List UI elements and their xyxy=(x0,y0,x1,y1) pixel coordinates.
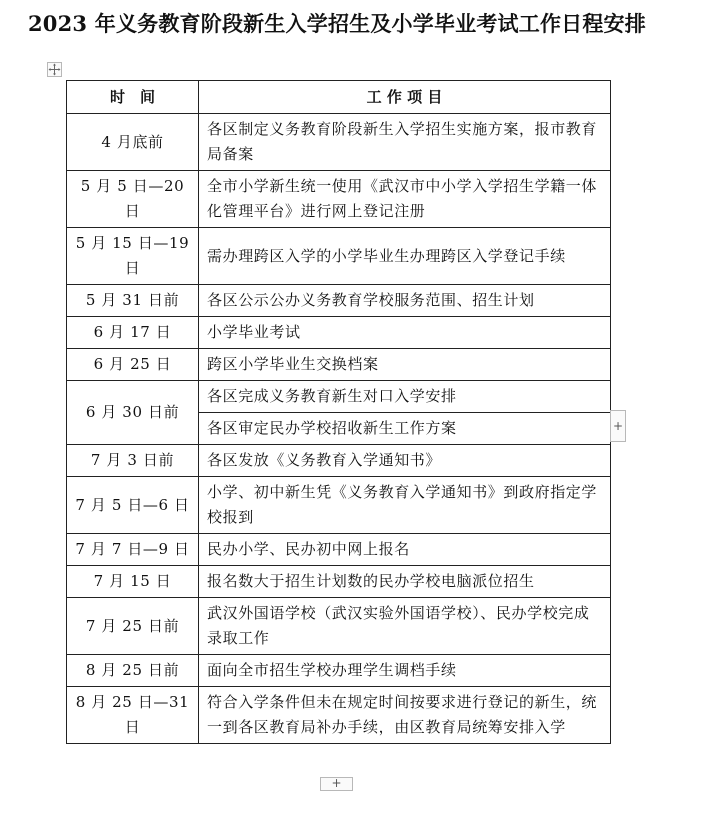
date-cell: 7 月 25 日前 xyxy=(67,598,199,655)
task-cell: 各区发放《义务教育入学通知书》 xyxy=(199,445,611,477)
date-cell: 8 月 25 日—31 日 xyxy=(67,687,199,744)
header-task: 工 作 项 目 xyxy=(199,81,611,114)
table-header-row xyxy=(67,81,611,114)
date-cell: 6 月 30 日前 xyxy=(67,381,199,445)
table-row xyxy=(67,285,611,317)
date-cell: 5 月 15 日—19 日 xyxy=(67,228,199,285)
task-cell: 各区完成义务教育新生对口入学安排 xyxy=(199,381,611,413)
table-row xyxy=(67,171,611,228)
table-row xyxy=(67,317,611,349)
date-cell: 5 月 5 日—20 日 xyxy=(67,171,199,228)
table-row xyxy=(67,687,611,744)
task-cell: 跨区小学毕业生交换档案 xyxy=(199,349,611,381)
date-cell: 7 月 15 日 xyxy=(67,566,199,598)
table-body xyxy=(67,114,611,744)
header-time: 时 间 xyxy=(67,81,199,114)
date-cell: 7 月 5 日—6 日 xyxy=(67,477,199,534)
task-cell: 面向全市招生学校办理学生调档手续 xyxy=(199,655,611,687)
task-cell: 小学、初中新生凭《义务教育入学通知书》到政府指定学校报到 xyxy=(199,477,611,534)
date-cell: 6 月 17 日 xyxy=(67,317,199,349)
table-row xyxy=(67,228,611,285)
date-cell: 6 月 25 日 xyxy=(67,349,199,381)
table-row xyxy=(67,566,611,598)
table-move-handle[interactable] xyxy=(47,62,62,77)
table-row xyxy=(67,598,611,655)
task-cell: 各区制定义务教育阶段新生入学招生实施方案，报市教育局备案 xyxy=(199,114,611,171)
add-row-button[interactable]: + xyxy=(320,777,353,791)
date-cell: 5 月 31 日前 xyxy=(67,285,199,317)
table-row xyxy=(67,445,611,477)
task-cell: 各区公示公办义务教育学校服务范围、招生计划 xyxy=(199,285,611,317)
task-cell: 小学毕业考试 xyxy=(199,317,611,349)
task-cell: 符合入学条件但未在规定时间按要求进行登记的新生，统一到各区教育局补办手续，由区教育局统筹安排入学 xyxy=(199,687,611,744)
document-title: 2023 年义务教育阶段新生入学招生及小学毕业考试工作日程安排 xyxy=(28,11,646,36)
date-cell: 7 月 7 日—9 日 xyxy=(67,534,199,566)
date-cell: 4 月底前 xyxy=(67,114,199,171)
task-cell: 各区审定民办学校招收新生工作方案 xyxy=(199,413,611,445)
task-cell: 需办理跨区入学的小学毕业生办理跨区入学登记手续 xyxy=(199,228,611,285)
task-cell: 全市小学新生统一使用《武汉市中小学入学招生学籍一体化管理平台》进行网上登记注册 xyxy=(199,171,611,228)
table-row xyxy=(67,114,611,171)
table-row xyxy=(67,534,611,566)
task-cell: 民办小学、民办初中网上报名 xyxy=(199,534,611,566)
table-row xyxy=(67,477,611,534)
table-row xyxy=(67,349,611,381)
move-icon xyxy=(48,63,61,76)
schedule-table xyxy=(66,80,611,744)
date-cell: 8 月 25 日前 xyxy=(67,655,199,687)
table-row xyxy=(67,381,611,413)
task-cell: 报名数大于招生计划数的民办学校电脑派位招生 xyxy=(199,566,611,598)
date-cell: 7 月 3 日前 xyxy=(67,445,199,477)
task-cell: 武汉外国语学校（武汉实验外国语学校）、民办学校完成录取工作 xyxy=(199,598,611,655)
table-row xyxy=(67,655,611,687)
add-column-button[interactable]: + xyxy=(610,410,626,442)
